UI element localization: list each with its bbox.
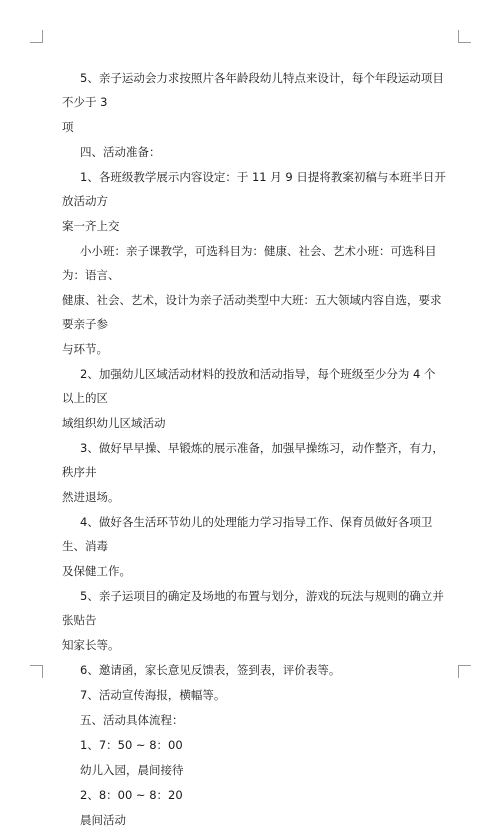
text-line: 2、8：00 ~ 8：20	[80, 788, 183, 802]
text-line: 3、做好早早操、早锻炼的展示准备，加强早操练习，动作整齐，有力，秩序井	[62, 441, 444, 479]
text-line: 健康、社会、艺术，设计为亲子活动类型中大班：五大领域内容自选，要求要亲子参	[62, 293, 442, 331]
text-line: 知家长等。	[62, 638, 120, 652]
text-line: 7、活动宣传海报，横幅等。	[80, 688, 226, 702]
text-line: 晨间活动	[80, 813, 126, 827]
text-line: 2、加强幼儿区域活动材料的投放和活动指导，每个班级至少分为 4 个以上的区	[62, 367, 436, 405]
text-line: 6、邀请函，家长意见反馈表，签到表，评价表等。	[80, 663, 341, 677]
crop-mark-top-left	[30, 30, 43, 43]
text-line: 幼儿入园，晨间接待	[80, 763, 184, 777]
text-line: 五、活动具体流程：	[80, 713, 184, 727]
text-line: 与环节。	[62, 342, 108, 356]
text-line: 案一齐上交	[62, 219, 120, 233]
text-line: 项	[62, 120, 74, 134]
text-line: 域组织幼儿区域活动	[62, 416, 166, 430]
text-line: 1、各班级教学展示内容设定：于 11 月 9 日提将教案初稿与本班半日开放活动方	[62, 170, 446, 208]
document-body	[62, 66, 446, 833]
text-line: 1、7：50 ~ 8：00	[80, 738, 183, 752]
crop-mark-bottom-right	[458, 665, 471, 678]
text-line: 然进退场。	[62, 490, 120, 504]
crop-mark-top-right	[458, 30, 471, 43]
text-line: 4、做好各生活环节幼儿的处理能力学习指导工作、保育员做好各项卫生、消毒	[62, 515, 433, 553]
text-line: 四、活动准备：	[80, 145, 161, 159]
crop-mark-bottom-left	[30, 665, 43, 678]
text-line: 5、亲子运项目的确定及场地的布置与划分，游戏的玩法与规则的确立并张贴告	[62, 589, 444, 627]
text-line: 及保健工作。	[62, 564, 131, 578]
text-line: 5、亲子运动会力求按照片各年龄段幼儿特点来设计，每个年段运动项目不少于 3	[62, 71, 444, 109]
text-line: 小小班：亲子课教学，可选科目为：健康、社会、艺术小班：可选科目为：语言、	[62, 244, 437, 282]
